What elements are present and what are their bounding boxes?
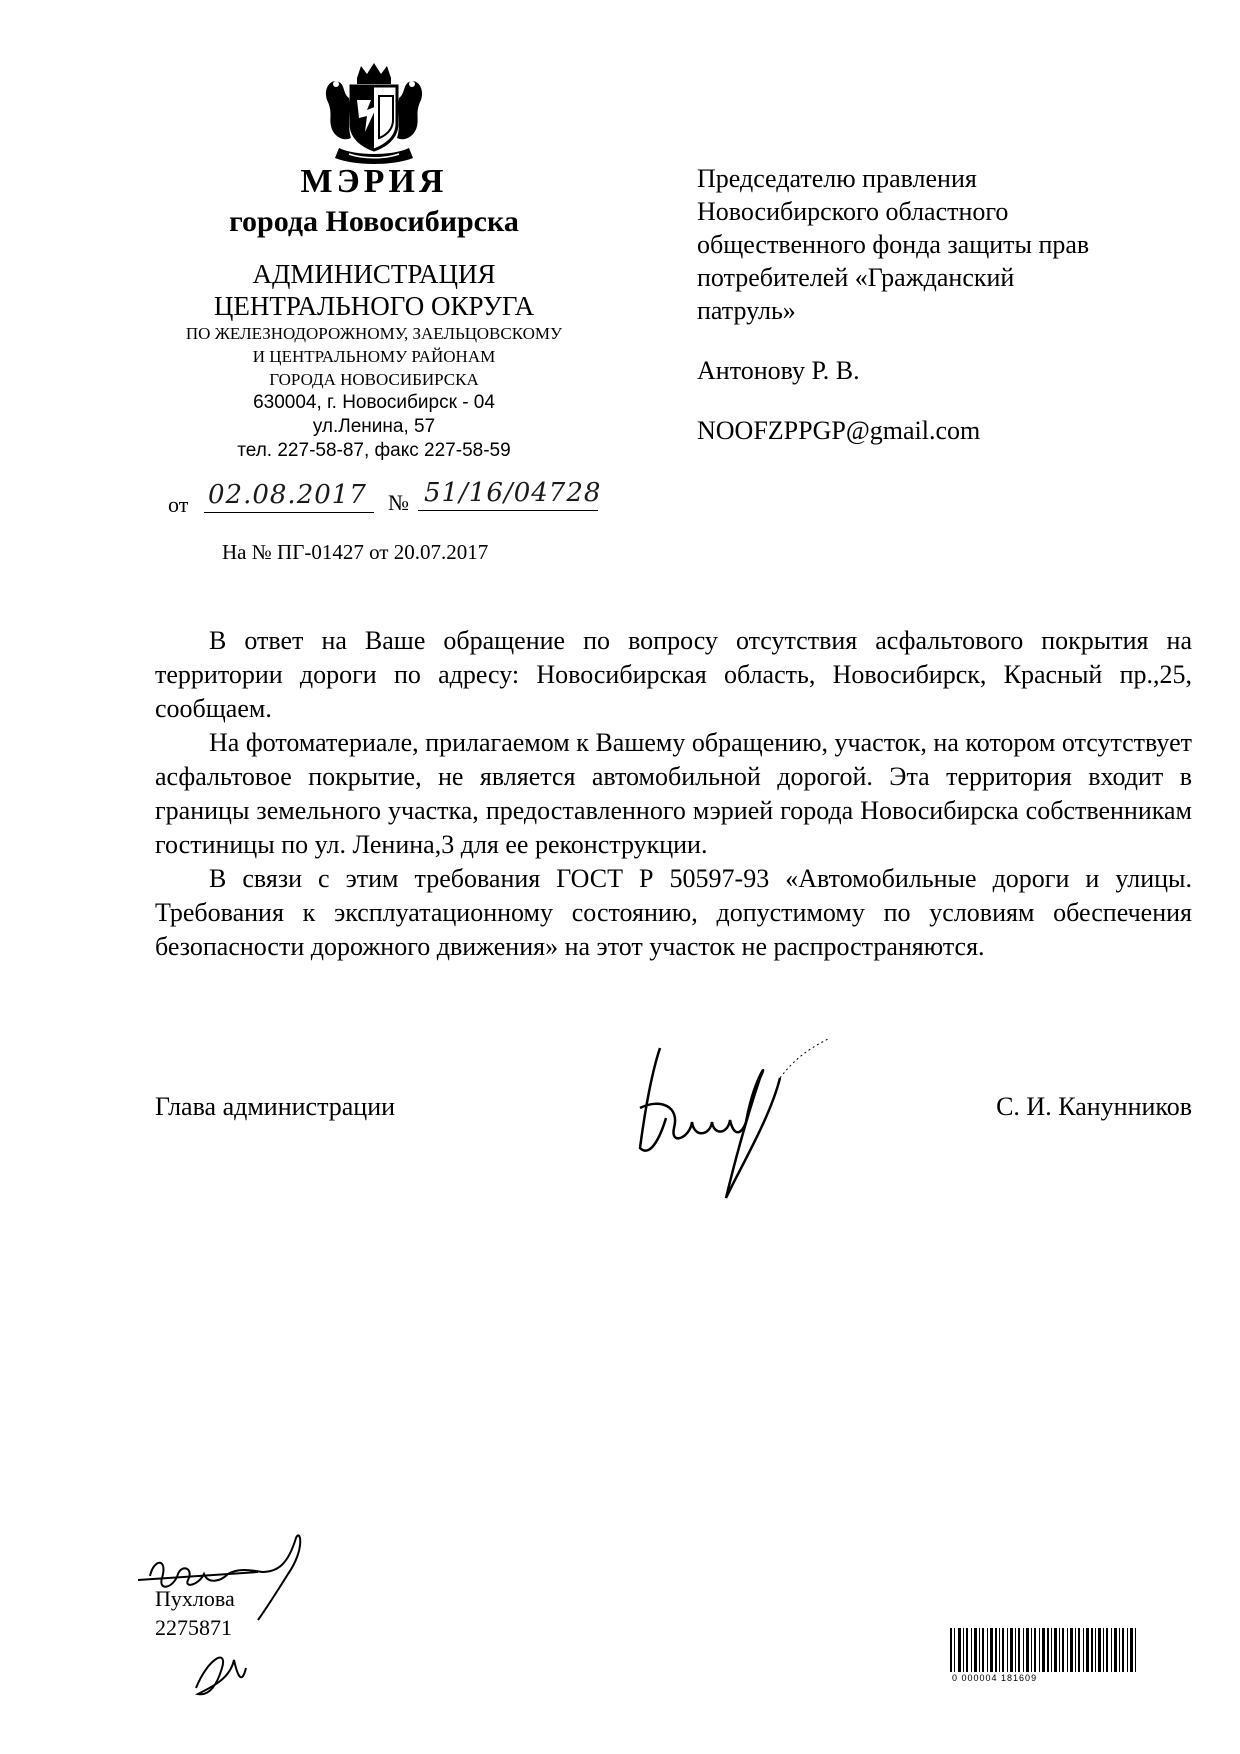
date-underline (204, 512, 374, 513)
signer-name: С. И. Канунников (996, 1092, 1192, 1121)
addressee-line: Новосибирского областного (697, 197, 1009, 226)
contact-line: тел. 227-58-87, факс 227-58-59 (237, 440, 511, 461)
addressee-line: Председателю правления (697, 164, 977, 193)
addressee-name: Антонову Р. В. (697, 356, 860, 385)
district-subtitle-line: ГОРОДА НОВОСИБИРСКА (269, 370, 479, 389)
body-paragraph: В связи с этим требования ГОСТ Р 50597-93 «Автомобильные дороги и улицы. Требования к эксплуатационному состоянию, допустимому по условиям обеспечения безопасности дорожного движения» на этот участок не распространяются. (155, 864, 1192, 961)
organization-title: МЭРИЯ (300, 163, 448, 200)
handwritten-date: 02.08.2017 (208, 480, 367, 510)
barcode-icon (950, 1628, 1136, 1676)
administration-title: АДМИНИСТРАЦИЯ (252, 259, 496, 289)
body-paragraph: В ответ на Ваше обращение по вопросу отсутствия асфальтового покрытия на территории дороги по адресу: Новосибирская область, Новосибирск, Красный пр.,25, сообщаем. (155, 626, 1192, 723)
handwritten-number: 51/16/04728 (424, 478, 602, 508)
district-title: ЦЕНТРАЛЬНОГО ОКРУГА (213, 291, 535, 321)
address-line: ул.Ленина, 57 (312, 416, 436, 437)
executor-phone: 2275871 (155, 1615, 232, 1640)
signer-position: Глава администрации (155, 1092, 396, 1121)
district-subtitle-line: ПО ЖЕЛЕЗНОДОРОЖНОМУ, ЗАЕЛЬЦОВСКОМУ (185, 324, 563, 343)
sender-block (150, 162, 598, 463)
address-line: 630004, г. Новосибирск - 04 (253, 392, 495, 413)
addressee-line: общественного фонда защиты прав (697, 230, 1090, 259)
addressee-line: потребителей «Гражданский (697, 263, 1015, 292)
signature-icon (630, 1038, 840, 1213)
number-label: № (388, 490, 409, 515)
addressee-line: патруль» (697, 296, 796, 325)
district-subtitle-line: И ЦЕНТРАЛЬНОМУ РАЙОНАМ (252, 347, 496, 366)
addressee-email: NOOFZPPGP@gmail.com (697, 416, 981, 445)
date-label: от (168, 492, 189, 517)
organization-city: города Новосибирска (229, 205, 519, 238)
coat-of-arms-icon (321, 60, 427, 168)
registration-row (168, 478, 608, 522)
letter-body (155, 624, 1192, 964)
executor-block (155, 1584, 235, 1642)
addressee-block (697, 162, 1177, 447)
executor-name: Пухлова (155, 1586, 235, 1611)
body-paragraph: На фотоматериале, прилагаемом к Вашему обращению, участок, на котором отсутствует асфальтовое покрытие, не является автомобильной дорогой. Эта территория входит в границы земельного участка, предоставленного мэрией города Новосибирска собственникам гостиницы по ул. Ленина,3 для ее реконструкции. (155, 728, 1192, 859)
reference-line: На № ПГ-01427 от 20.07.2017 (222, 540, 489, 564)
barcode-number: 0 000004 181609 (952, 1673, 1038, 1683)
number-underline (418, 510, 598, 511)
